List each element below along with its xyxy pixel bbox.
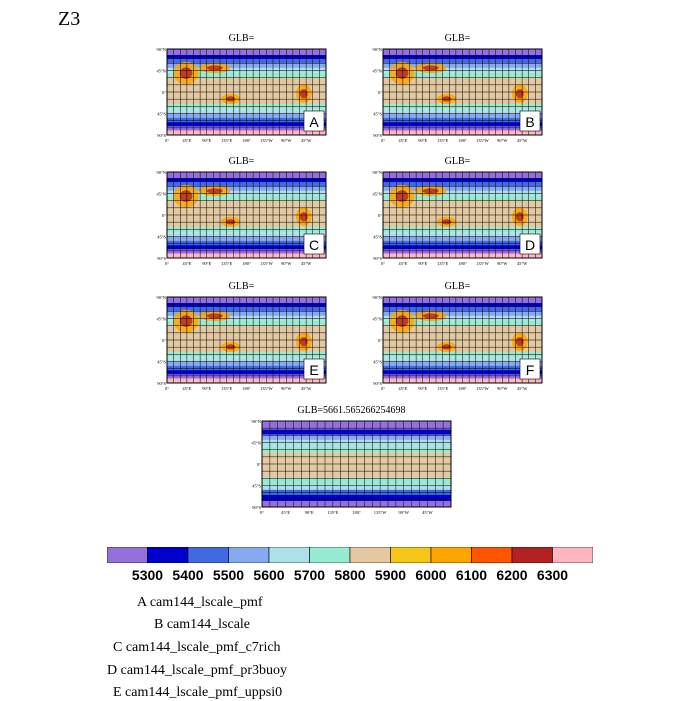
lon-tick-label: 0° (380, 138, 386, 143)
lat-tick-label: 45°S (373, 111, 382, 117)
map-panel-b (369, 35, 546, 150)
lon-tick-label: 0° (164, 138, 170, 143)
colorbar-swatch (310, 547, 351, 563)
lat-tick-label: 90°N (156, 170, 166, 175)
colorbar-swatch (269, 547, 310, 563)
colorbar-tick-label: 6300 (536, 567, 569, 583)
panel-title: GLB= (444, 281, 471, 292)
land-anomaly-core (516, 212, 524, 221)
panel-label: C (308, 237, 320, 253)
map-plot (369, 293, 546, 403)
lon-tick-label: 45°E (281, 510, 291, 515)
colorbar-swatch (431, 547, 472, 563)
map-panel-c (153, 158, 330, 273)
lon-tick-label: 90°E (202, 386, 212, 391)
map-plot (153, 45, 330, 155)
lat-tick-label: 90°N (372, 295, 382, 300)
panel-label: D (524, 237, 536, 253)
land-anomaly-core (516, 337, 524, 346)
land-anomaly-core (180, 190, 193, 201)
lat-tick-label: 90°S (157, 381, 166, 386)
colorbar (107, 547, 593, 563)
land-anomaly-core (207, 65, 223, 70)
lon-tick-label: 135°E (220, 261, 233, 266)
lon-tick-label: 180° (458, 386, 467, 391)
lat-tick-label: 45°N (372, 68, 382, 74)
lon-tick-label: 90°W (496, 386, 508, 391)
lon-tick-label: 180° (242, 386, 251, 391)
land-anomaly-core (396, 315, 409, 326)
lat-tick-label: 45°S (373, 359, 382, 365)
lon-tick-label: 45°E (398, 261, 408, 266)
lon-tick-label: 45°E (182, 138, 192, 143)
map-panel-a (153, 35, 330, 150)
lat-tick-label: 45°S (157, 111, 166, 117)
variable-title: Z3 (58, 8, 81, 30)
panel-title: GLB= (444, 33, 471, 44)
lon-tick-label: 0° (380, 386, 386, 391)
lat-tick-label: 45°S (157, 234, 166, 240)
map-panel-e (153, 283, 330, 398)
land-anomaly-core (226, 96, 236, 101)
legend-item: B cam144_lscale (154, 617, 251, 632)
lat-tick-label: 45°N (156, 68, 166, 74)
land-anomaly-core (180, 315, 193, 326)
land-anomaly-core (300, 337, 308, 346)
lat-tick-label: 0° (377, 338, 382, 343)
colorbar-tick-label: 5400 (172, 567, 204, 583)
lat-tick-label: 90°N (251, 419, 261, 424)
map-plot (153, 168, 330, 278)
land-anomaly-core (442, 344, 452, 349)
lon-tick-label: 180° (458, 261, 467, 266)
lon-tick-label: 180° (352, 510, 361, 515)
lon-tick-label: 180° (458, 138, 467, 143)
lon-tick-label: 0° (259, 510, 265, 515)
colorbar-tick-label: 5700 (293, 567, 326, 583)
lat-tick-label: 90°N (156, 295, 166, 300)
lon-tick-label: 45°E (182, 386, 192, 391)
panel-title: GLB= (228, 33, 255, 44)
map-plot (153, 293, 330, 403)
lat-tick-label: 90°S (373, 133, 382, 138)
land-anomaly-core (442, 219, 452, 224)
lon-tick-label: 90°E (202, 261, 212, 266)
lon-tick-label: 135°W (475, 261, 489, 266)
colorbar-tick-label: 5500 (212, 567, 245, 583)
lat-tick-label: 45°N (156, 316, 166, 322)
map-panel-f (369, 283, 546, 398)
lon-tick-label: 135°E (220, 386, 233, 391)
lon-tick-label: 180° (242, 138, 251, 143)
lon-tick-label: 0° (380, 261, 386, 266)
colorbar-swatch (512, 547, 553, 563)
colorbar-tick-label: 5900 (374, 567, 407, 583)
land-anomaly-core (207, 188, 223, 193)
lat-tick-label: 0° (161, 213, 166, 218)
legend-item: E cam144_lscale_pmf_uppsi0 (113, 685, 283, 700)
map-plot (369, 45, 546, 155)
land-anomaly-core (423, 65, 439, 70)
colorbar-swatch (148, 547, 189, 563)
lon-tick-label: 90°W (496, 261, 508, 266)
land-anomaly-core (442, 96, 452, 101)
map-panel-d (369, 158, 546, 273)
land-anomaly-core (180, 67, 193, 78)
lon-tick-label: 45°W (300, 138, 312, 143)
lon-tick-label: 135°E (436, 138, 449, 143)
lon-tick-label: 135°W (259, 386, 273, 391)
lon-tick-label: 135°E (436, 386, 449, 391)
panel-title: GLB=5661.565266254698 (297, 405, 406, 416)
lat-tick-label: 45°S (157, 359, 166, 365)
land-anomaly-core (226, 344, 236, 349)
colorbar-tick-label: 6100 (455, 567, 488, 583)
colorbar-swatch (188, 547, 229, 563)
panel-title: GLB= (228, 156, 255, 167)
colorbar-swatch (391, 547, 432, 563)
lon-tick-label: 45°W (300, 386, 312, 391)
lon-tick-label: 90°E (304, 510, 314, 515)
colorbar-swatch (229, 547, 270, 563)
lat-tick-label: 45°N (156, 191, 166, 197)
lon-tick-label: 135°E (327, 510, 339, 515)
lon-tick-label: 90°E (202, 138, 212, 143)
lat-tick-label: 90°N (372, 170, 382, 175)
colorbar-swatch (472, 547, 513, 563)
colorbar-tick-label: 5600 (253, 567, 285, 583)
map-panel-reference (248, 407, 455, 522)
land-anomaly-core (423, 313, 439, 318)
legend-item: D cam144_lscale_pmf_pr3buoy (107, 663, 288, 678)
lon-tick-label: 90°W (398, 510, 410, 515)
colorbar-swatch (107, 547, 148, 563)
lon-tick-label: 45°W (300, 261, 312, 266)
lon-tick-label: 45°W (516, 138, 528, 143)
colorbar-labels (107, 567, 593, 583)
lat-tick-label: 90°N (156, 47, 166, 52)
panel-label: E (309, 362, 319, 378)
lat-tick-label: 45°N (372, 191, 382, 197)
lon-tick-label: 45°W (516, 261, 528, 266)
panel-label: B (525, 114, 535, 130)
lat-tick-label: 0° (377, 90, 382, 95)
lat-tick-label: 0° (161, 338, 166, 343)
land-anomaly-core (396, 190, 409, 201)
lat-tick-label: 45°S (373, 234, 382, 240)
lon-tick-label: 45°W (422, 510, 433, 515)
lon-tick-label: 45°E (398, 386, 408, 391)
lat-tick-label: 0° (377, 213, 382, 218)
land-anomaly-core (423, 188, 439, 193)
map-plot (248, 417, 455, 527)
map-plot (369, 168, 546, 278)
panel-title: GLB= (228, 281, 255, 292)
lon-tick-label: 45°E (398, 138, 408, 143)
lon-tick-label: 135°W (259, 261, 273, 266)
lat-tick-label: 45°N (372, 316, 382, 322)
panel-label: F (525, 362, 535, 378)
lon-tick-label: 90°E (418, 261, 428, 266)
lon-tick-label: 180° (242, 261, 251, 266)
colorbar-swatch (350, 547, 391, 563)
lat-tick-label: 90°S (373, 256, 382, 261)
land-anomaly-core (300, 89, 308, 98)
lon-tick-label: 135°E (436, 261, 449, 266)
legend-item: A cam144_lscale_pmf (137, 595, 263, 610)
panel-title: GLB= (444, 156, 471, 167)
lat-tick-label: 45°N (251, 440, 261, 446)
lon-tick-label: 135°W (373, 510, 387, 515)
lat-tick-label: 90°N (372, 47, 382, 52)
lat-tick-label: 45°S (252, 483, 261, 489)
lon-tick-label: 135°W (259, 138, 273, 143)
lon-tick-label: 135°W (475, 138, 489, 143)
lon-tick-label: 90°E (418, 138, 428, 143)
lat-tick-label: 90°S (373, 381, 382, 386)
panel-label: A (309, 114, 319, 130)
lon-tick-label: 45°E (182, 261, 192, 266)
lat-tick-label: 90°S (252, 505, 261, 510)
land-anomaly-core (396, 67, 409, 78)
lon-tick-label: 0° (164, 261, 170, 266)
lon-tick-label: 90°E (418, 386, 428, 391)
lon-tick-label: 0° (164, 386, 170, 391)
land-anomaly-core (300, 212, 308, 221)
lat-tick-label: 0° (161, 90, 166, 95)
land-anomaly-core (516, 89, 524, 98)
land-anomaly-core (207, 313, 223, 318)
lat-tick-label: 0° (256, 462, 261, 467)
colorbar-tick-label: 5800 (334, 567, 366, 583)
lon-tick-label: 135°W (475, 386, 489, 391)
colorbar-tick-label: 5300 (131, 567, 164, 583)
lat-tick-label: 90°S (157, 256, 166, 261)
lon-tick-label: 135°E (220, 138, 233, 143)
lon-tick-label: 90°W (280, 386, 292, 391)
lat-tick-label: 90°S (157, 133, 166, 138)
lon-tick-label: 45°W (516, 386, 528, 391)
land-anomaly-core (226, 219, 236, 224)
legend-item: C cam144_lscale_pmf_c7rich (113, 640, 281, 655)
lon-tick-label: 90°W (280, 138, 292, 143)
colorbar-swatch (553, 547, 594, 563)
lon-tick-label: 90°W (280, 261, 292, 266)
colorbar-tick-label: 6000 (415, 567, 447, 583)
colorbar-tick-label: 6200 (496, 567, 528, 583)
lon-tick-label: 90°W (496, 138, 508, 143)
